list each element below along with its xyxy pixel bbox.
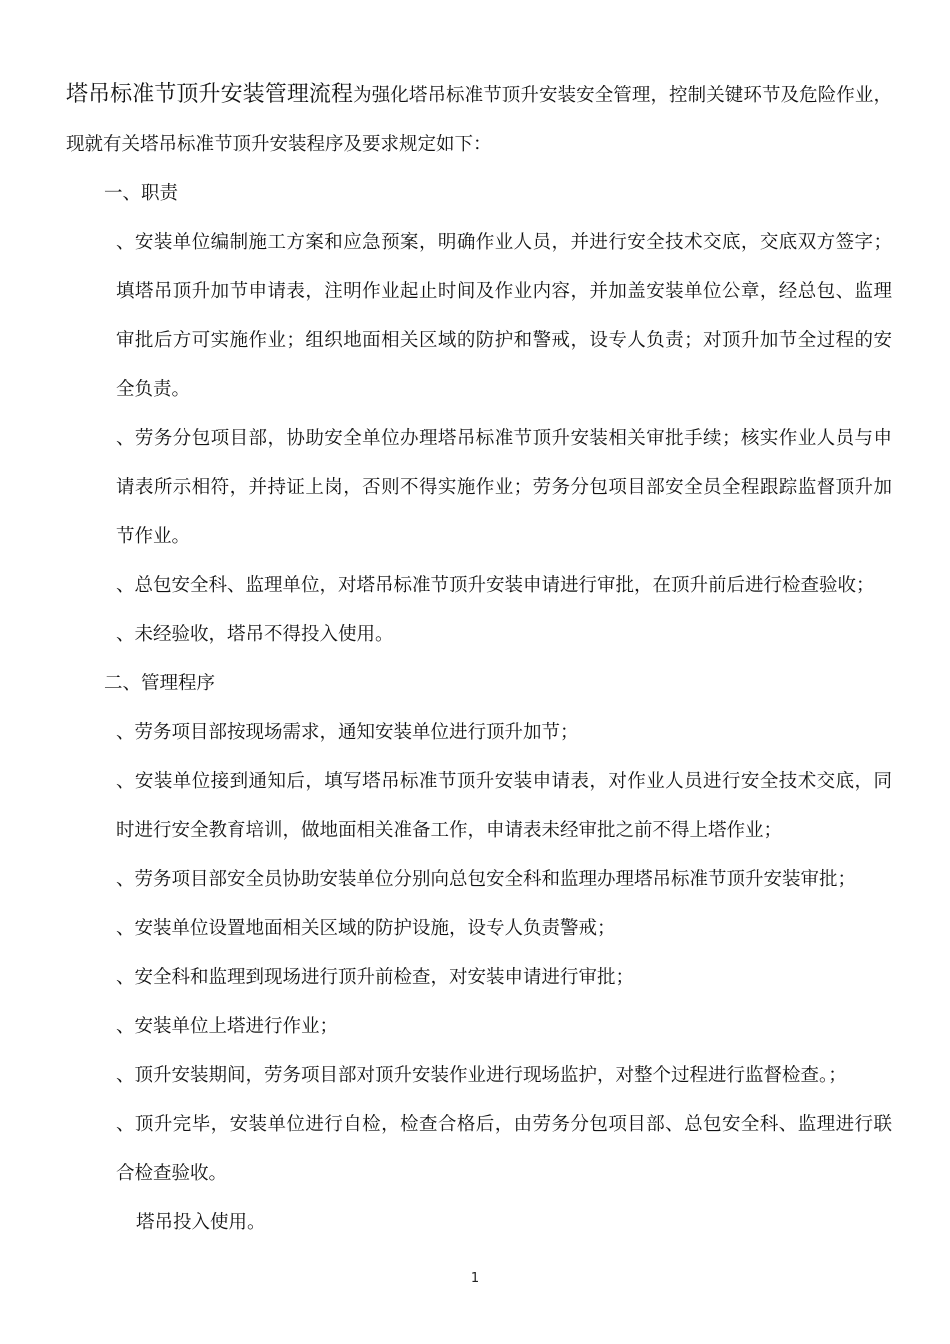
procedure-item: 、安装单位设置地面相关区域的防护设施，设专人负责警戒； (116, 918, 616, 939)
procedure-item: 、安装单位上塔进行作业； (116, 1016, 339, 1037)
responsibility-item: 、未经验收，塔吊不得投入使用。 (116, 624, 394, 645)
responsibility-item: 、劳务分包项目部，协助安全单位办理塔吊标准节顶升安装相关审批手续；核实作业人员与申请表所示相符，并持证上岗，否则不得实施作业；劳务分包项目部安全员全程跟踪监督顶升加节作业。 (116, 428, 892, 547)
responsibility-item: 、安装单位编制施工方案和应急预案，明确作业人员，并进行安全技术交底，交底双方签字；填塔吊顶升加节申请表，注明作业起止时间及作业内容，并加盖安装单位公章，经总包、监理审批后方可实施作业；组织地面相关区域的防护和警戒，设专人负责；对顶升加节全过程的安全负责。 (116, 232, 892, 400)
procedure-item: 、劳务项目部按现场需求，通知安装单位进行顶升加节； (116, 722, 579, 743)
document-title: 塔吊标准节顶升安装管理流程 (66, 82, 354, 107)
page-number: 1 (470, 1271, 480, 1286)
closing-line: 塔吊投入使用。 (136, 1212, 266, 1233)
responsibility-item: 、总包安全科、监理单位，对塔吊标准节顶升安装申请进行审批，在顶升前后进行检查验收； (116, 575, 875, 596)
section-heading-procedure: 二、管理程序 (104, 673, 216, 694)
procedure-item: 、安全科和监理到现场进行顶升前检查，对安装申请进行审批； (116, 967, 635, 988)
title-paragraph (66, 70, 892, 169)
procedure-item: 、顶升安装期间，劳务项目部对顶升安装作业进行现场监护，对整个过程进行监督检查。； (116, 1065, 847, 1086)
document-body (66, 70, 892, 1247)
procedure-item: 、安装单位接到通知后，填写塔吊标准节顶升安装申请表，对作业人员进行安全技术交底，同时进行安全教育培训，做地面相关准备工作，申请表未经审批之前不得上塔作业； (116, 771, 892, 841)
procedure-item: 、顶升完毕，安装单位进行自检，检查合格后，由劳务分包项目部、总包安全科、监理进行联合检查验收。 (116, 1114, 892, 1184)
intro-text: 为强化塔吊标准节顶升安装安全管理，控制关键环节及危险作业，现就有关塔吊标准节顶升安装程序及要求规定如下： (66, 85, 892, 155)
section-heading-responsibilities: 一、职责 (104, 183, 179, 204)
procedure-item: 、劳务项目部安全员协助安装单位分别向总包安全科和监理办理塔吊标准节顶升安装审批； (116, 869, 857, 890)
